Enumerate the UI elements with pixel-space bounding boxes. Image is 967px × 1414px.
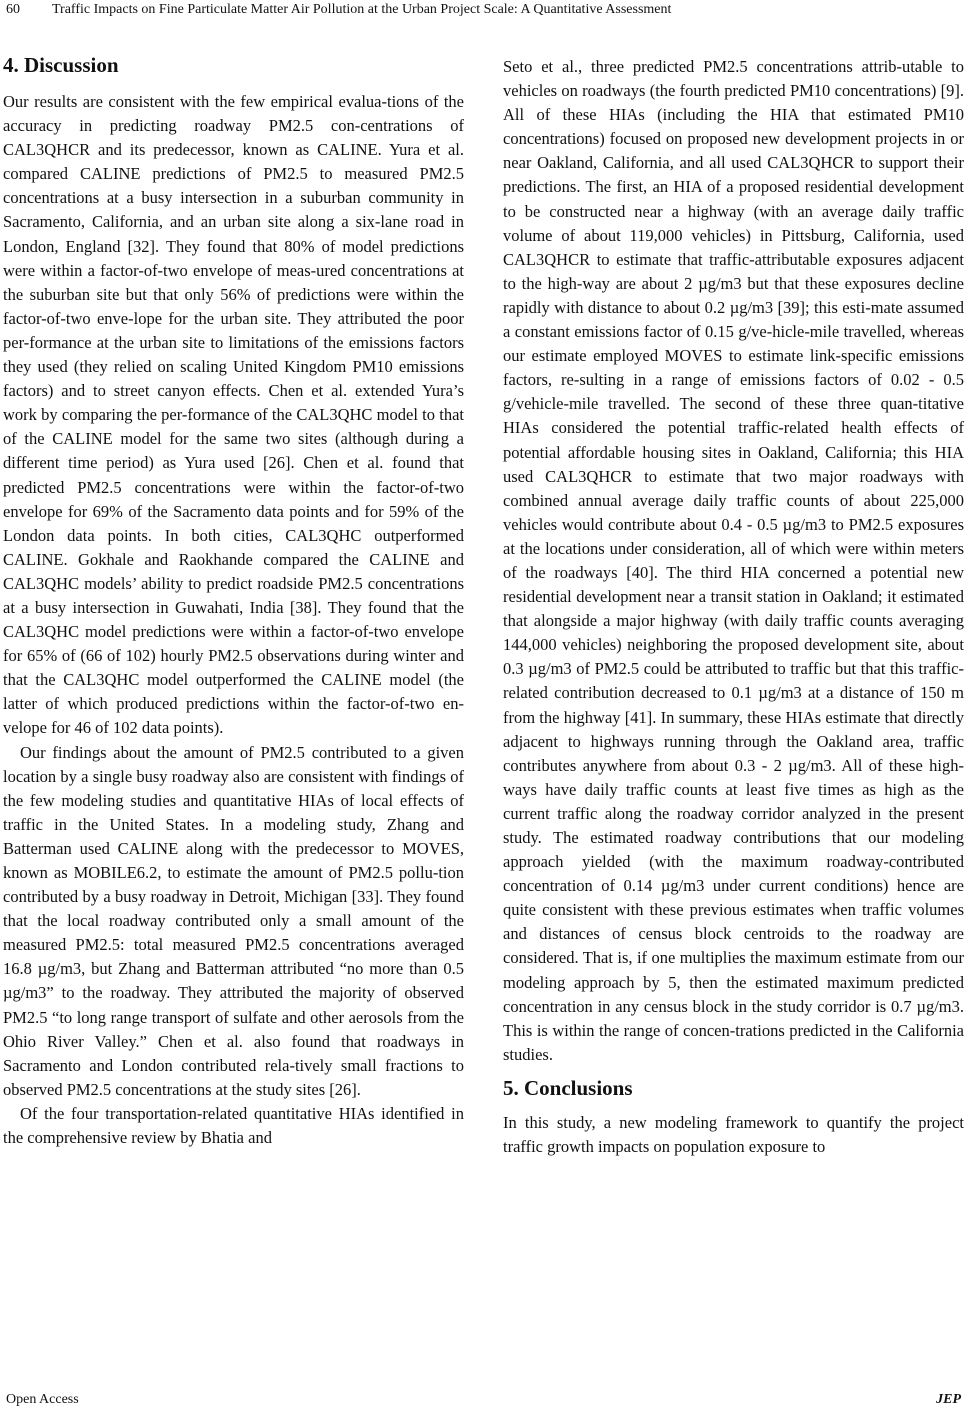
- footer-journal-abbrev: JEP: [936, 1392, 961, 1407]
- discussion-paragraph-3-continued: [503, 55, 964, 1067]
- discussion-heading: 4. Discussion: [3, 53, 119, 77]
- conclusions-heading: 5. Conclusions: [503, 1075, 633, 1100]
- right-column: [503, 55, 964, 1159]
- page-number: 60: [6, 2, 20, 17]
- discussion-paragraph-3: [3, 1102, 464, 1150]
- discussion-paragraph-3-continued-text: Seto et al., three predicted PM2.5 concentrations attrib-utable to vehicles on roadways (the fourth predicted PM10 concentrations) [9]. All of these HIAs (including the HIA that estimated PM10 concentrations) focused on proposed new development projects in or near Oakland, California, and all used CAL3QHCR to support their predictions. The first, an HIA of a proposed residential development to be constructed near a highway (with an average daily traffic volume of about 119,000 vehicles) in Pittsburg, California, used CAL3QHCR to estimate that traffic-attributable exposures adjacent to the high-way are about 2 µg/m3 but that these exposures decline rapidly with distance to about 0.2 µg/m3 [39]; this esti-mate assumed a constant emissions factor of 0.15 g/ve-hicle-mile travelled, whereas our estimate employed MOVES to estimate link-specific emissions factors, re-sulting in a range of emissions factors of 0.02 - 0.5 g/vehicle-mile travelled. The second of these three quan-titative HIAs considered the potential traffic-related health effects of potential affordable housing sites in Oakland, California; this HIA used CAL3QHCR to estimate that two major roadways with combined annual average daily traffic counts of about 225,000 vehicles would contribute about 0.4 - 0.5 µg/m3 to PM2.5 exposures at the locations under consideration, all of which were within meters of the roadways [40]. The third HIA concerned a potential new residential development near a transit station in Oakland; it estimated that alongside a major highway (with daily traffic counts averaging 144,000 vehicles) neighboring the proposed development site, about 0.3 µg/m3 of PM2.5 could be attributed to traffic but that this traffic-related contribution decreased to 0.1 µg/m3 at a distance of 150 m from the highway [41]. In summary, these HIAs estimate that directly adjacent to highways running through the Oakland area, traffic contributes anywhere from about 0.3 - 2 µg/m3. All of these high-ways have daily traffic counts at least five times as high as the current traffic along the roadway corridor analyzed in the present study. The estimated roadway contributions that our modeling approach yielded (with the maximum roadway-contributed concentration of 0.14 µg/m3 under current conditions) hence are quite consistent with these previous estimates when traffic volumes and distances of census block centroids to the roadway are considered. That is, if one multiplies the maximum estimate from our modeling approach by 5, then the estimated maximum predicted concentration in any census block in the study corridor is 0.7 µg/m3. This is within the range of concen-trations predicted in the California studies.: [503, 57, 964, 1064]
- left-column: [3, 52, 464, 1150]
- discussion-paragraph-3-text: Of the four transportation-related quantitative HIAs identified in the comprehensive review by Bhatia and: [3, 1103, 464, 1148]
- page-header: [0, 0, 967, 24]
- discussion-paragraph-1: Our results are consistent with the few empirical evalua-tions of the accuracy in predicting roadway PM2.5 con-centrations of CAL3QHCR and its predecessor, known as CALINE. Yura et al. compared CALINE predictions of PM2.5 to measured PM2.5 concentrations at a busy intersection in a suburban community in Sacramento, California, and an urban site along a six-lane road in London, England [32]. They found that 80% of model predictions were within a factor-of-two envelope of meas-ured concentrations at the suburban site but that only 56% of predictions were within the factor-of-two enve-lope for the urban site. They attributed the poor per-formance at the urban site to limitations of the emissions factors they used (they relied on scaling United Kingdom PM10 emissions factors) and to street canyon effects. Chen et al. extended Yura’s work by comparing the per-formance of the CAL3QHC model to that of the CALINE model for the same two sites (although during a different time period) as Yura used [26]. Chen et al. found that predicted PM2.5 concentrations were within the factor-of-two envelope for 69% of the Sacramento data points and for 59% of the London data points. In both cities, CAL3QHC outperformed CALINE. Gokhale and Raokhande compared the CALINE and CAL3QHC models’ ability to predict roadside PM2.5 concentrations at a busy intersection in Guwahati, India [38]. They found that the CAL3QHC model predictions were within a factor-of-two envelope for 65% of (66 of 102) hourly PM2.5 observations during winter and that the CAL3QHC model outperformed the CALINE model (the latter of which produced predictions within the factor-of-two en-velope for 46 of 102 data points).: [3, 92, 464, 738]
- discussion-paragraph-2: Our findings about the amount of PM2.5 contributed to a given location by a single busy roadway also are consistent with findings of the few modeling studies and quantitative HIAs of local effects of traffic in the United States. In a modeling study, Zhang and Batterman used CALINE along with the predecessor to MOVES, known as MOBILE6.2, to estimate the amount of PM2.5 pollu-tion contributed by a busy roadway in Detroit, Michigan [33]. They found that the local roadway contributed only a small amount of the measured PM2.5: total measured PM2.5 concentrations averaged 16.8 µg/m3, but Zhang and Batterman attributed “no more than 0.5 µg/m3” to the roadway. They attributed the majority of observed PM2.5 “to long range transport of sulfate and other aerosols from the Ohio River Valley.” Chen et al. also found that roadways in Sacramento and London contributed rela-tively small fractions to observed PM2.5 concentrations at the study sites [26].: [3, 742, 464, 1099]
- conclusions-paragraph-1: In this study, a new modeling framework to quantify the project traffic growth impacts on population exposure to: [503, 1112, 964, 1157]
- footer-access-label: Open Access: [6, 1392, 79, 1407]
- page-footer: [0, 1392, 967, 1412]
- running-title: Traffic Impacts on Fine Particulate Matter Air Pollution at the Urban Project Scale: A Quantitative Assessment: [52, 2, 672, 17]
